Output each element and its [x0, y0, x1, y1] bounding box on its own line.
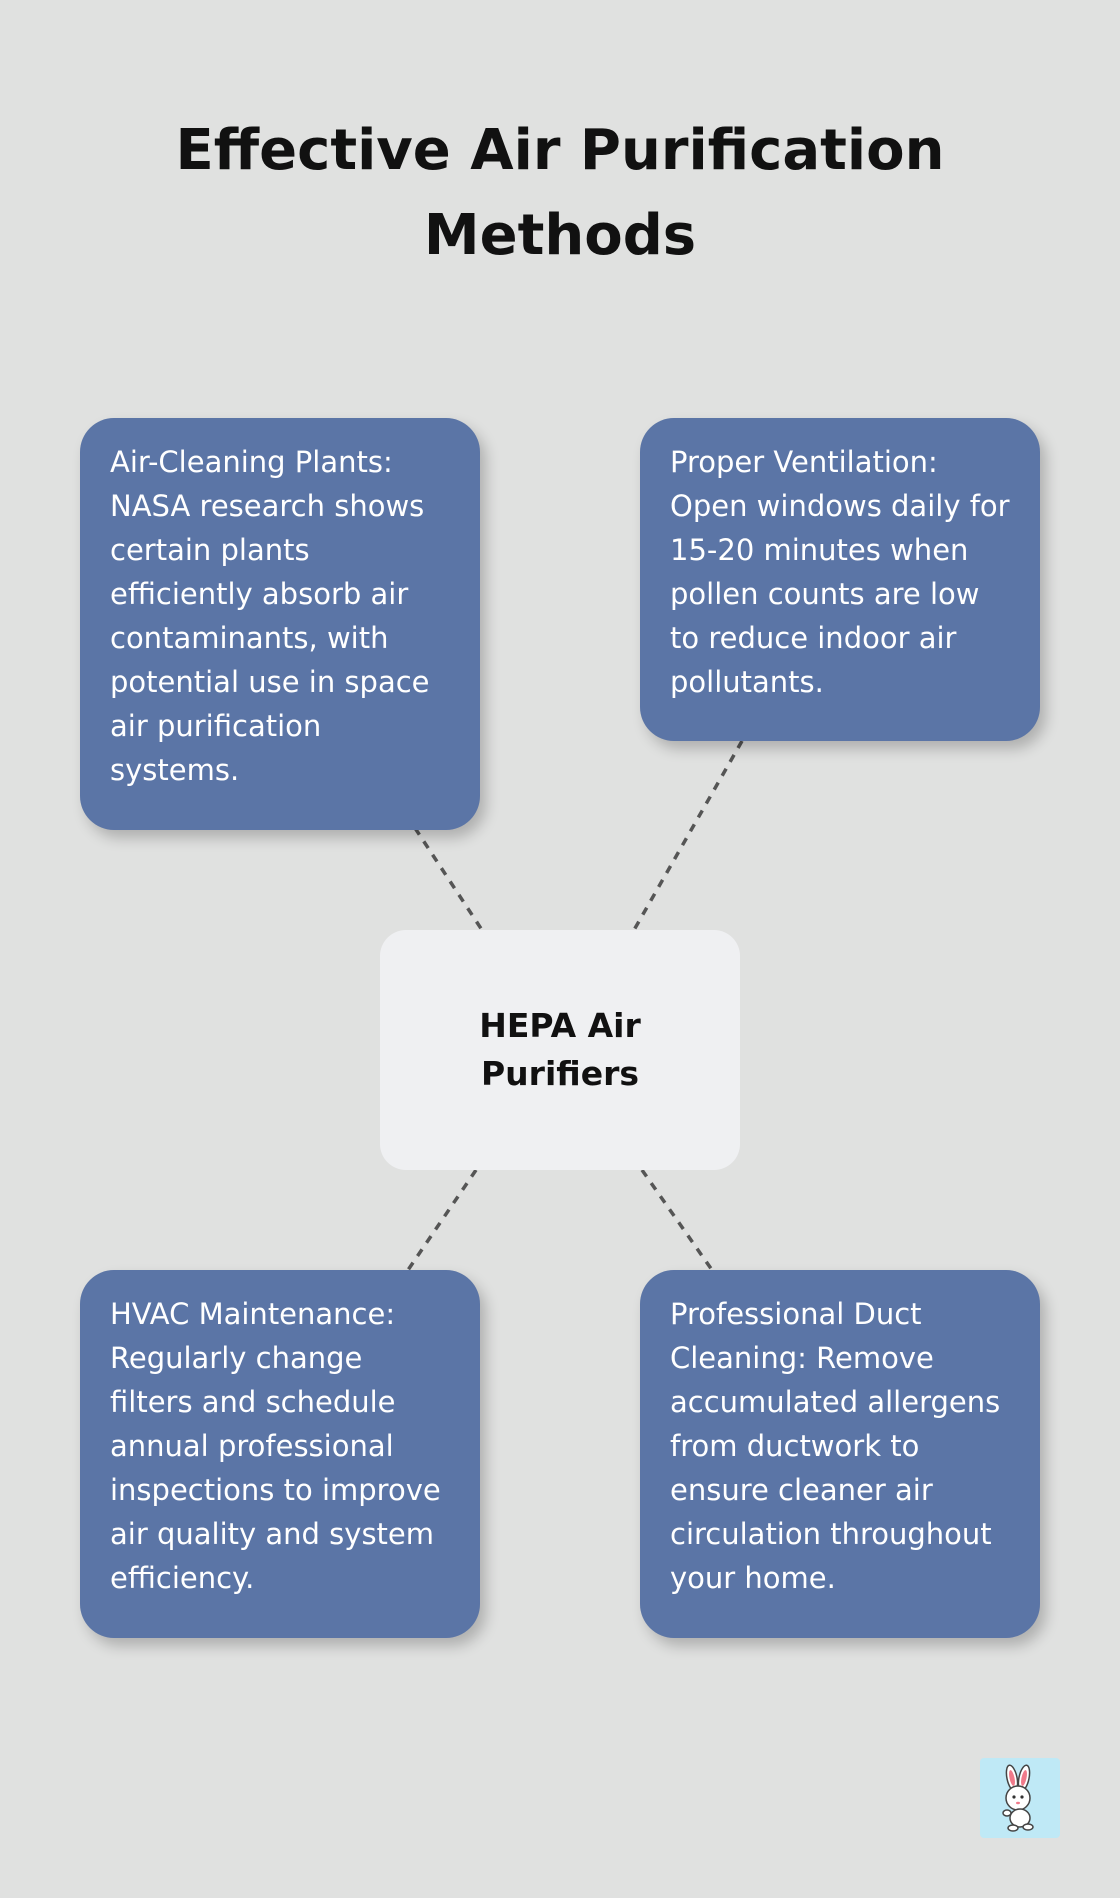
bunny-mascot-icon: [980, 1758, 1060, 1838]
card-air-cleaning-plants: Air-Cleaning Plants: NASA research shows certain plants efficiently absorb air contaminants, with potential use in space air purification systems.: [80, 418, 480, 830]
page-title: Effective Air Purification Methods: [175, 118, 945, 268]
card-duct-cleaning: Professional Duct Cleaning: Remove accumulated allergens from ductwork to ensure cleaner air circulation throughout your home.: [640, 1270, 1040, 1638]
connector-bottom-left: [408, 1170, 476, 1270]
card-hvac-maintenance: HVAC Maintenance: Regularly change filters and schedule annual professional inspections to improve air quality and system efficiency.: [80, 1270, 480, 1638]
card-proper-ventilation: Proper Ventilation: Open windows daily for 15-20 minutes when pollen counts are low to reduce indoor air pollutants.: [640, 418, 1040, 741]
center-node-hepa: [380, 930, 740, 1170]
connector-top-left: [415, 828, 482, 930]
connector-bottom-right: [642, 1170, 712, 1270]
connector-top-right: [634, 741, 742, 930]
center-node-label: HEPA Air Purifiers: [479, 1006, 641, 1093]
